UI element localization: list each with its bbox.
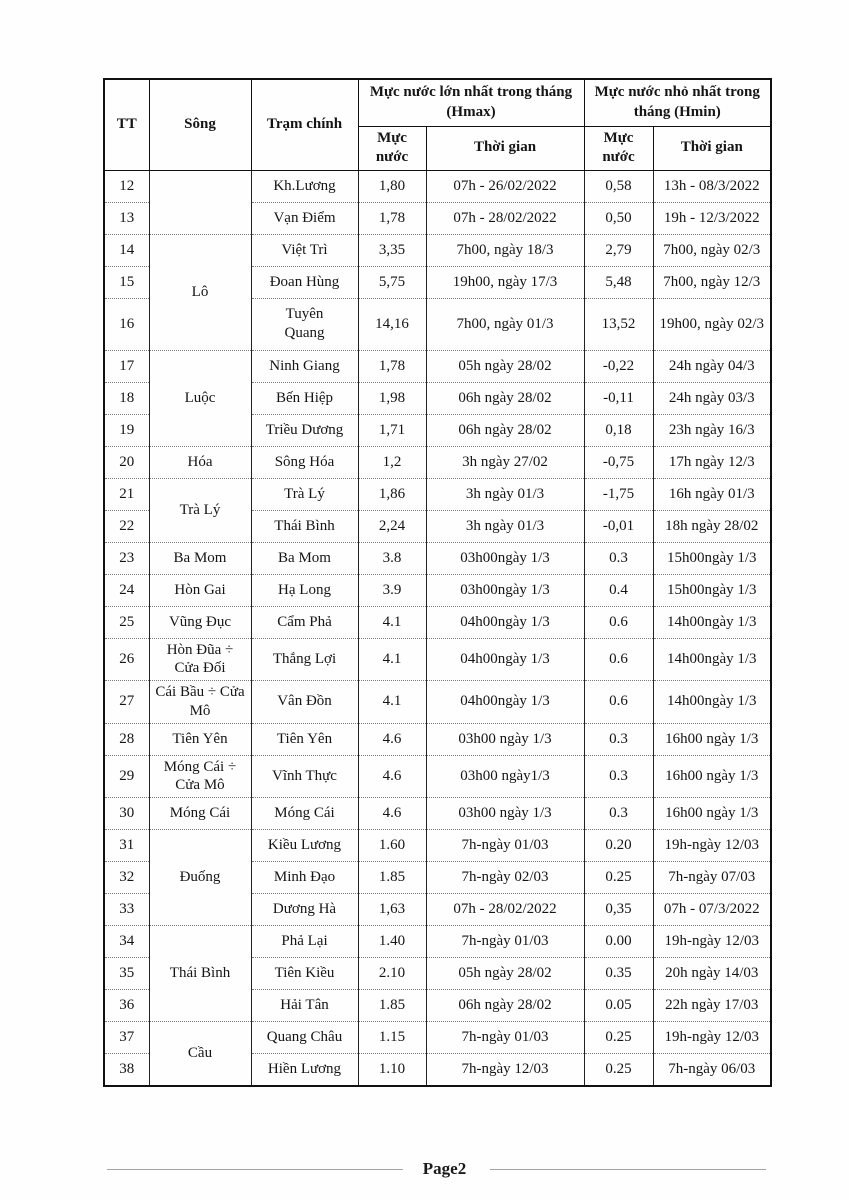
cell-hmin-level: 0,50 [584,202,653,234]
cell-hmin-time: 7h-ngày 06/03 [653,1054,771,1086]
cell-hmax-time: 05h ngày 28/02 [426,958,584,990]
cell-hmax-level: 1,78 [358,202,426,234]
cell-hmin-time: 15h00ngày 1/3 [653,542,771,574]
cell-hmin-time: 15h00ngày 1/3 [653,574,771,606]
cell-index: 15 [104,266,149,298]
cell-river: Cái Bầu ÷ Cửa Mô [149,681,251,724]
cell-hmin-time: 7h-ngày 07/03 [653,862,771,894]
cell-hmin-time: 19h-ngày 12/03 [653,926,771,958]
cell-station: Kiều Lương [251,830,358,862]
header-hmin-time: Thời gian [653,126,771,170]
cell-station [251,298,358,350]
cell-hmax-level: 1,78 [358,350,426,382]
cell-station: Sông Hóa [251,446,358,478]
cell-index: 18 [104,382,149,414]
cell-hmax-level: 1.85 [358,990,426,1022]
table-row [104,478,771,510]
table-body [104,170,771,1086]
cell-hmax-time: 03h00 ngày 1/3 [426,723,584,755]
cell-hmax-level: 2.10 [358,958,426,990]
cell-river: Đuống [149,830,251,926]
cell-index: 24 [104,574,149,606]
cell-station: Phả Lại [251,926,358,958]
cell-station: Ninh Giang [251,350,358,382]
cell-hmax-time: 04h00ngày 1/3 [426,638,584,681]
cell-hmin-level: 5,48 [584,266,653,298]
cell-index: 26 [104,638,149,681]
cell-hmin-level: 0.6 [584,606,653,638]
cell-hmin-time: 7h00, ngày 02/3 [653,234,771,266]
cell-hmax-level: 4.1 [358,638,426,681]
cell-hmax-time: 06h ngày 28/02 [426,414,584,446]
cell-hmin-time: 16h ngày 01/3 [653,478,771,510]
cell-hmin-time: 19h - 12/3/2022 [653,202,771,234]
cell-hmin-level: 0.6 [584,638,653,681]
table-header [104,79,771,170]
cell-index: 34 [104,926,149,958]
cell-hmax-level: 1,98 [358,382,426,414]
footer-rule-left [107,1169,403,1170]
footer-rule-right [490,1169,766,1170]
cell-index: 33 [104,894,149,926]
cell-hmax-time: 04h00ngày 1/3 [426,606,584,638]
cell-hmax-level: 1.10 [358,1054,426,1086]
cell-hmax-level: 1,80 [358,170,426,202]
table-row [104,638,771,681]
cell-hmax-level: 4.1 [358,681,426,724]
cell-hmin-level: 13,52 [584,298,653,350]
cell-river: Lô [149,234,251,350]
water-level-table [103,78,772,1087]
table-row [104,1022,771,1054]
cell-hmax-level: 5,75 [358,266,426,298]
table-row [104,798,771,830]
cell-hmax-time: 7h-ngày 01/03 [426,830,584,862]
cell-hmax-time: 03h00ngày 1/3 [426,574,584,606]
cell-hmin-time: 14h00ngày 1/3 [653,681,771,724]
cell-index: 20 [104,446,149,478]
cell-hmax-time: 7h-ngày 12/03 [426,1054,584,1086]
cell-station: Cẩm Phả [251,606,358,638]
cell-station: Thái Bình [251,510,358,542]
cell-hmin-level: 2,79 [584,234,653,266]
cell-hmax-time: 7h-ngày 01/03 [426,926,584,958]
cell-station: Thắng Lợi [251,638,358,681]
cell-station: Móng Cái [251,798,358,830]
cell-station: Vân Đồn [251,681,358,724]
cell-hmin-time: 07h - 07/3/2022 [653,894,771,926]
cell-index: 16 [104,298,149,350]
cell-hmin-time: 13h - 08/3/2022 [653,170,771,202]
cell-hmax-level: 3.8 [358,542,426,574]
cell-hmin-level: 0.05 [584,990,653,1022]
cell-hmax-level: 3.9 [358,574,426,606]
cell-river: Luộc [149,350,251,446]
cell-hmin-level: 0.25 [584,1054,653,1086]
cell-index: 31 [104,830,149,862]
cell-river: Hòn Gai [149,574,251,606]
header-group-row [104,79,771,126]
cell-station-label: Tuyên Quang [284,306,325,341]
cell-station: Bến Hiệp [251,382,358,414]
cell-river: Hòn Đũa ÷ Cửa Đối [149,638,251,681]
cell-hmin-time: 18h ngày 28/02 [653,510,771,542]
cell-hmin-level: 0.20 [584,830,653,862]
cell-river: Cầu [149,1022,251,1086]
cell-hmin-level: -0,01 [584,510,653,542]
cell-hmax-time: 07h - 28/02/2022 [426,894,584,926]
cell-hmin-level: 0,18 [584,414,653,446]
cell-hmax-level: 1,63 [358,894,426,926]
cell-station: Dương Hà [251,894,358,926]
cell-hmin-level: 0.25 [584,1022,653,1054]
cell-station: Hiền Lương [251,1054,358,1086]
header-station: Trạm chính [251,79,358,170]
cell-index: 23 [104,542,149,574]
cell-hmax-time: 07h - 28/02/2022 [426,202,584,234]
table-row [104,723,771,755]
cell-river: Ba Mom [149,542,251,574]
cell-station: Hạ Long [251,574,358,606]
cell-hmax-time: 3h ngày 01/3 [426,510,584,542]
cell-index: 19 [104,414,149,446]
cell-index: 38 [104,1054,149,1086]
header-hmax-group: Mực nước lớn nhất trong tháng (Hmax) [358,79,584,126]
cell-hmax-time: 03h00 ngày1/3 [426,755,584,798]
table-row [104,170,771,202]
cell-hmax-level: 1,2 [358,446,426,478]
cell-hmin-level: 0.35 [584,958,653,990]
cell-hmin-time: 23h ngày 16/3 [653,414,771,446]
cell-hmin-time: 16h00 ngày 1/3 [653,755,771,798]
cell-hmin-time: 22h ngày 17/03 [653,990,771,1022]
header-hmin-group: Mực nước nhỏ nhất trong tháng (Hmin) [584,79,771,126]
table-row [104,681,771,724]
cell-hmax-time: 7h00, ngày 01/3 [426,298,584,350]
table-row [104,350,771,382]
cell-index: 30 [104,798,149,830]
cell-hmax-level: 1.60 [358,830,426,862]
cell-station: Minh Đạo [251,862,358,894]
cell-hmin-time: 14h00ngày 1/3 [653,638,771,681]
cell-hmin-time: 24h ngày 04/3 [653,350,771,382]
cell-hmax-time: 7h00, ngày 18/3 [426,234,584,266]
cell-index: 14 [104,234,149,266]
table-row [104,574,771,606]
cell-river: Thái Bình [149,926,251,1022]
page-number-label: Page2 [422,1159,467,1178]
cell-hmin-time: 16h00 ngày 1/3 [653,723,771,755]
cell-hmax-level: 4.6 [358,798,426,830]
cell-hmin-time: 14h00ngày 1/3 [653,606,771,638]
cell-station: Tiên Yên [251,723,358,755]
cell-hmin-level: -1,75 [584,478,653,510]
cell-hmin-time: 19h-ngày 12/03 [653,830,771,862]
cell-river: Hóa [149,446,251,478]
cell-hmin-level: -0,22 [584,350,653,382]
table-row [104,234,771,266]
cell-index: 13 [104,202,149,234]
cell-river: Tiên Yên [149,723,251,755]
cell-hmin-level: 0.3 [584,542,653,574]
cell-station: Kh.Lương [251,170,358,202]
cell-river: Vũng Đục [149,606,251,638]
cell-hmax-level: 4.6 [358,723,426,755]
cell-station: Trà Lý [251,478,358,510]
cell-hmin-level: -0,75 [584,446,653,478]
cell-hmin-time: 20h ngày 14/03 [653,958,771,990]
cell-hmax-level: 14,16 [358,298,426,350]
header-hmin-level: Mực nước [584,126,653,170]
cell-hmin-time: 19h00, ngày 02/3 [653,298,771,350]
cell-hmax-time: 06h ngày 28/02 [426,990,584,1022]
cell-hmin-time: 24h ngày 03/3 [653,382,771,414]
cell-station: Ba Mom [251,542,358,574]
cell-index: 37 [104,1022,149,1054]
cell-hmax-time: 04h00ngày 1/3 [426,681,584,724]
table-row [104,542,771,574]
header-tt: TT [104,79,149,170]
cell-hmax-level: 4.1 [358,606,426,638]
cell-hmax-level: 1.40 [358,926,426,958]
cell-station: Triều Dương [251,414,358,446]
table-row [104,926,771,958]
cell-hmax-level: 3,35 [358,234,426,266]
cell-index: 29 [104,755,149,798]
cell-station: Vĩnh Thực [251,755,358,798]
cell-hmin-level: 0.00 [584,926,653,958]
header-hmax-level: Mực nước [358,126,426,170]
cell-station: Quang Châu [251,1022,358,1054]
table-row [104,830,771,862]
cell-river: Móng Cái ÷ Cửa Mô [149,755,251,798]
cell-hmin-time: 19h-ngày 12/03 [653,1022,771,1054]
page-footer [103,1156,770,1182]
header-hmax-time: Thời gian [426,126,584,170]
cell-river [149,170,251,234]
cell-station: Tiên Kiều [251,958,358,990]
cell-index: 12 [104,170,149,202]
cell-hmax-time: 05h ngày 28/02 [426,350,584,382]
cell-hmax-time: 3h ngày 27/02 [426,446,584,478]
cell-hmin-level: 0.3 [584,755,653,798]
cell-index: 28 [104,723,149,755]
cell-hmax-level: 4.6 [358,755,426,798]
cell-hmax-time: 06h ngày 28/02 [426,382,584,414]
cell-hmin-level: 0.3 [584,798,653,830]
cell-index: 21 [104,478,149,510]
cell-hmin-level: 0.6 [584,681,653,724]
cell-hmin-level: 0,58 [584,170,653,202]
table-row [104,446,771,478]
cell-index: 22 [104,510,149,542]
cell-station: Đoan Hùng [251,266,358,298]
cell-index: 27 [104,681,149,724]
cell-hmin-time: 17h ngày 12/3 [653,446,771,478]
cell-hmax-time: 03h00 ngày 1/3 [426,798,584,830]
cell-index: 17 [104,350,149,382]
cell-hmin-level: 0.4 [584,574,653,606]
table-row [104,606,771,638]
cell-station: Việt Trì [251,234,358,266]
cell-hmax-level: 1.85 [358,862,426,894]
cell-hmin-time: 16h00 ngày 1/3 [653,798,771,830]
cell-station: Hải Tân [251,990,358,1022]
cell-hmax-time: 07h - 26/02/2022 [426,170,584,202]
cell-hmin-time: 7h00, ngày 12/3 [653,266,771,298]
cell-station: Vạn Điểm [251,202,358,234]
table-row [104,755,771,798]
cell-hmax-time: 7h-ngày 01/03 [426,1022,584,1054]
cell-hmax-level: 1,71 [358,414,426,446]
cell-hmin-level: -0,11 [584,382,653,414]
cell-hmax-time: 3h ngày 01/3 [426,478,584,510]
cell-hmin-level: 0.3 [584,723,653,755]
cell-river: Móng Cái [149,798,251,830]
cell-river: Trà Lý [149,478,251,542]
cell-hmax-level: 2,24 [358,510,426,542]
cell-hmax-level: 1.15 [358,1022,426,1054]
cell-index: 25 [104,606,149,638]
cell-index: 36 [104,990,149,1022]
cell-hmax-time: 19h00, ngày 17/3 [426,266,584,298]
cell-hmax-level: 1,86 [358,478,426,510]
cell-hmax-time: 03h00ngày 1/3 [426,542,584,574]
cell-index: 32 [104,862,149,894]
cell-hmax-time: 7h-ngày 02/03 [426,862,584,894]
header-river: Sông [149,79,251,170]
cell-index: 35 [104,958,149,990]
cell-hmin-level: 0.25 [584,862,653,894]
cell-hmin-level: 0,35 [584,894,653,926]
